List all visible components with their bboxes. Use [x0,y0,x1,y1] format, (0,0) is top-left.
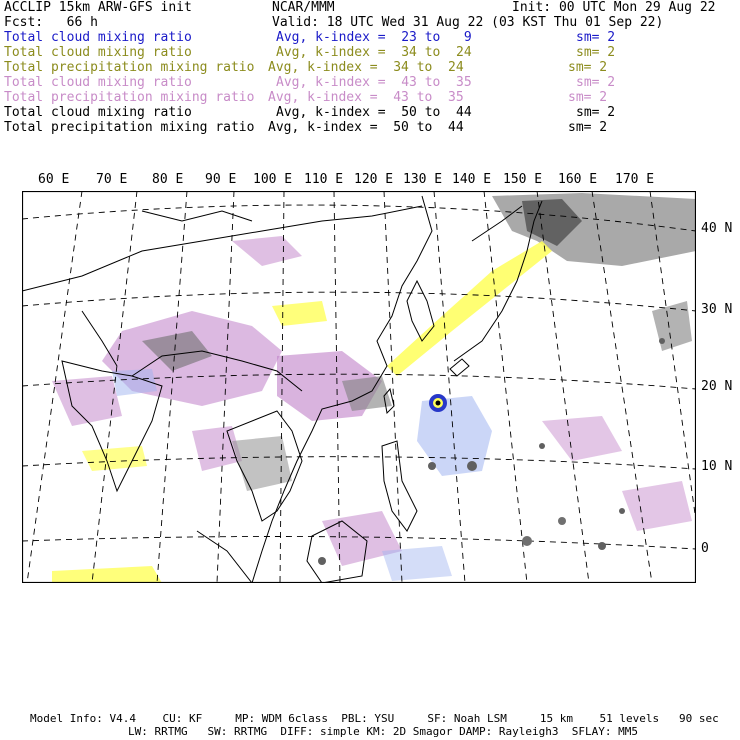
field-sm: sm= 2 [576,45,616,60]
field-name: Total cloud mixing ratio [4,45,192,60]
lat-label: 20 N [701,379,733,394]
lat-label: 30 N [701,302,733,317]
center-label: NCAR/MMM [272,0,335,15]
field-avg: Avg, k-index = 50 to 44 [268,120,464,135]
lon-label: 150 E [503,172,543,187]
field-name: Total cloud mixing ratio [4,75,192,90]
field-sm: sm= 2 [568,60,608,75]
model-info-line1: Model Info: V4.4 CU: KF MP: WDM 6class PBL: YSU SF: Noah LSM 15 km 51 levels 90 sec [30,712,719,725]
init-time: Init: 00 UTC Mon 29 Aug 22 [512,0,716,15]
map-panel [22,191,696,583]
field-sm: sm= 2 [568,120,608,135]
field-name: Total precipitation mixing ratio [4,60,255,75]
lon-label: 130 E [403,172,443,187]
field-avg: Avg, k-index = 23 to 9 [276,30,472,45]
field-avg: Avg, k-index = 50 to 44 [276,105,472,120]
field-avg: Avg, k-index = 34 to 24 [268,60,464,75]
field-avg: Avg, k-index = 43 to 35 [268,90,464,105]
forecast-hour: Fcst: 66 h [4,15,98,30]
product-title: ACCLIP 15km ARW-GFS init [4,0,192,15]
lon-label: 60 E [38,172,70,187]
field-name: Total cloud mixing ratio [4,30,192,45]
lon-label: 120 E [354,172,394,187]
lat-label: 10 N [701,459,733,474]
field-sm: sm= 2 [568,90,608,105]
valid-time: Valid: 18 UTC Wed 31 Aug 22 (03 KST Thu 01 Sep 22) [272,15,664,30]
field-name: Total precipitation mixing ratio [4,90,255,105]
field-name: Total cloud mixing ratio [4,105,192,120]
model-info-line2: LW: RRTMG SW: RRTMG DIFF: simple KM: 2D Smagor DAMP: Rayleigh3 SFLAY: MM5 [128,725,638,738]
field-sm: sm= 2 [576,30,616,45]
field-name: Total precipitation mixing ratio [4,120,255,135]
lon-label: 160 E [558,172,598,187]
lat-label: 40 N [701,221,733,236]
lon-label: 80 E [152,172,184,187]
lon-label: 140 E [452,172,492,187]
lon-label: 100 E [253,172,293,187]
lon-label: 110 E [304,172,344,187]
field-avg: Avg, k-index = 34 to 24 [276,45,472,60]
lon-label: 70 E [96,172,128,187]
lon-label: 90 E [205,172,237,187]
field-sm: sm= 2 [576,105,616,120]
field-sm: sm= 2 [576,75,616,90]
lat-label: 0 [701,541,709,556]
lon-label: 170 E [615,172,655,187]
field-avg: Avg, k-index = 43 to 35 [276,75,472,90]
